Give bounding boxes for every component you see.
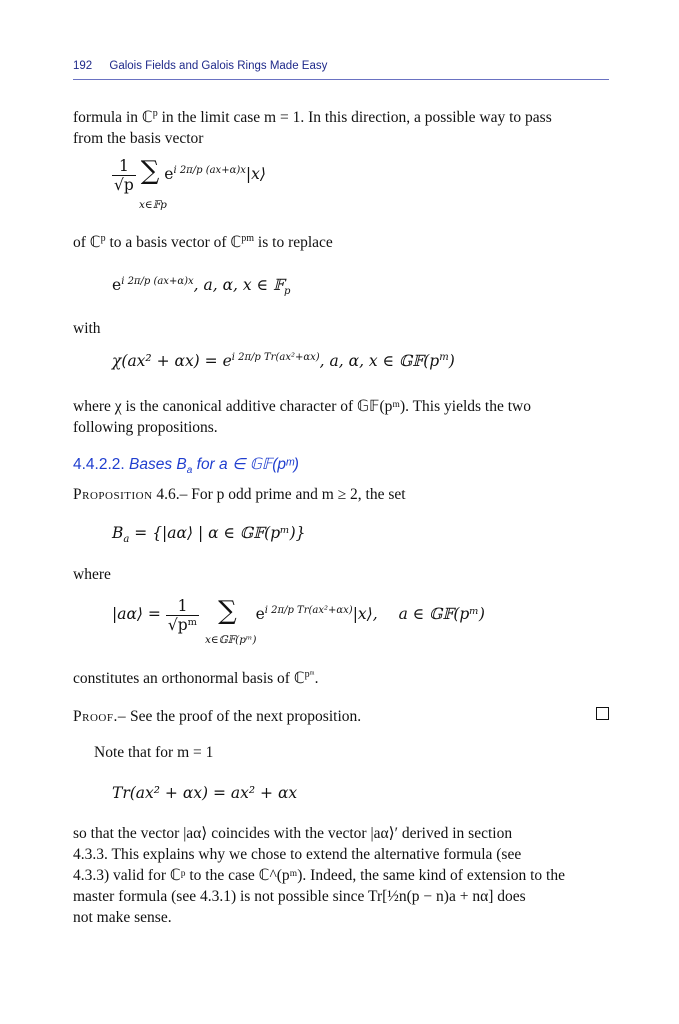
sum-symbol: ∑: [140, 156, 160, 186]
label-with: with: [73, 320, 101, 337]
paragraph-orthonormal: constitutes an orthonormal basis of ℂ$^{pᵐ}$.: [73, 668, 319, 687]
text-line: from the basis vector: [73, 130, 204, 147]
equation-trace-m1: Tr(ax² + αx) = ax² + αx: [112, 784, 298, 802]
header-rule: [73, 79, 609, 80]
paragraph-conclusion: so that the vector |aα⟩ coincides with the vector |aα⟩′ derived in section 4.3.3. This explains why we chose to extend the alternative formula (see 4.3.3) valid for ℂᵖ to the case ℂ^(pᵐ). Indeed, the same kind of extension to the master formula (see 4.3.1) is not possible since Tr[½n(p − n)a + nα] does not make sense.: [73, 825, 565, 926]
equation-basis-vector-p: $\frac{1}{√p}$ ∑ $e^{i 2\pi/p (ax+\alpha)x}|x⟩$: [114, 156, 266, 194]
paragraph-canonical-character: where χ is the canonical additive character of 𝔾𝔽(pᵐ). This yields the two following propositions.: [73, 398, 531, 436]
proposition: Proposition 4.6.– For p odd prime and m ≥ 2, the set: [73, 486, 406, 503]
proof-label: Proof.–: [73, 708, 127, 725]
text-line: formula in ℂ$^p$ in the limit case m = 1. In this direction, a possible way to pass: [73, 107, 552, 126]
proof: Proof.– See the proof of the next proposition.: [73, 708, 362, 725]
equation-additive-character: $\chi(ax^2 + \alpha x) = e^{i 2\pi/p Tr(ax^2+\alpha x)}$, a, α, x ∈ $𝔾𝔽(p^m)$: [112, 351, 455, 370]
running-title: Galois Fields and Galois Rings Made Easy: [109, 60, 328, 72]
label-where: where: [73, 566, 111, 583]
sum-range: x∈𝔾𝔽(pᵐ): [205, 634, 257, 646]
ket: |x⟩: [245, 165, 266, 183]
section-heading: 4.4.2.2. Bases $B_a$ for a ∈ 𝔾𝔽(pᵐ): [73, 456, 299, 477]
paragraph-to-replace: of ℂ$^p$ to a basis vector of ℂ$^{pm}$ is to replace: [73, 232, 333, 251]
equation-character-p: $e^{i 2\pi/p (ax+\alpha)x}$, a, α, x ∈ 𝔽$_p$: [112, 275, 291, 298]
page-number: 192: [73, 60, 93, 72]
fraction: $\frac{1}{√p}$: [114, 156, 134, 194]
equation-set-Ba: $B_a$ = {|aα⟩ | α ∈ 𝔾𝔽(pᵐ)}: [112, 524, 306, 546]
qed-box: [596, 707, 609, 720]
note-line: Note that for m = 1: [94, 744, 214, 761]
equation-ket-a-alpha: |aα⟩ = $\frac{1}{\text{√pᵐ}}$ ∑ $e^{i 2\pi/p Tr(ax^2+\alpha x)}|x⟩$, a ∈ 𝔾𝔽(pᵐ): [112, 596, 485, 634]
sum-range: x∈𝔽p: [139, 199, 167, 211]
paragraph-intro: [73, 107, 609, 149]
running-header: [73, 60, 609, 72]
proposition-label: Proposition: [73, 486, 153, 503]
exponent: i 2π/p (ax+α)x: [173, 164, 246, 176]
